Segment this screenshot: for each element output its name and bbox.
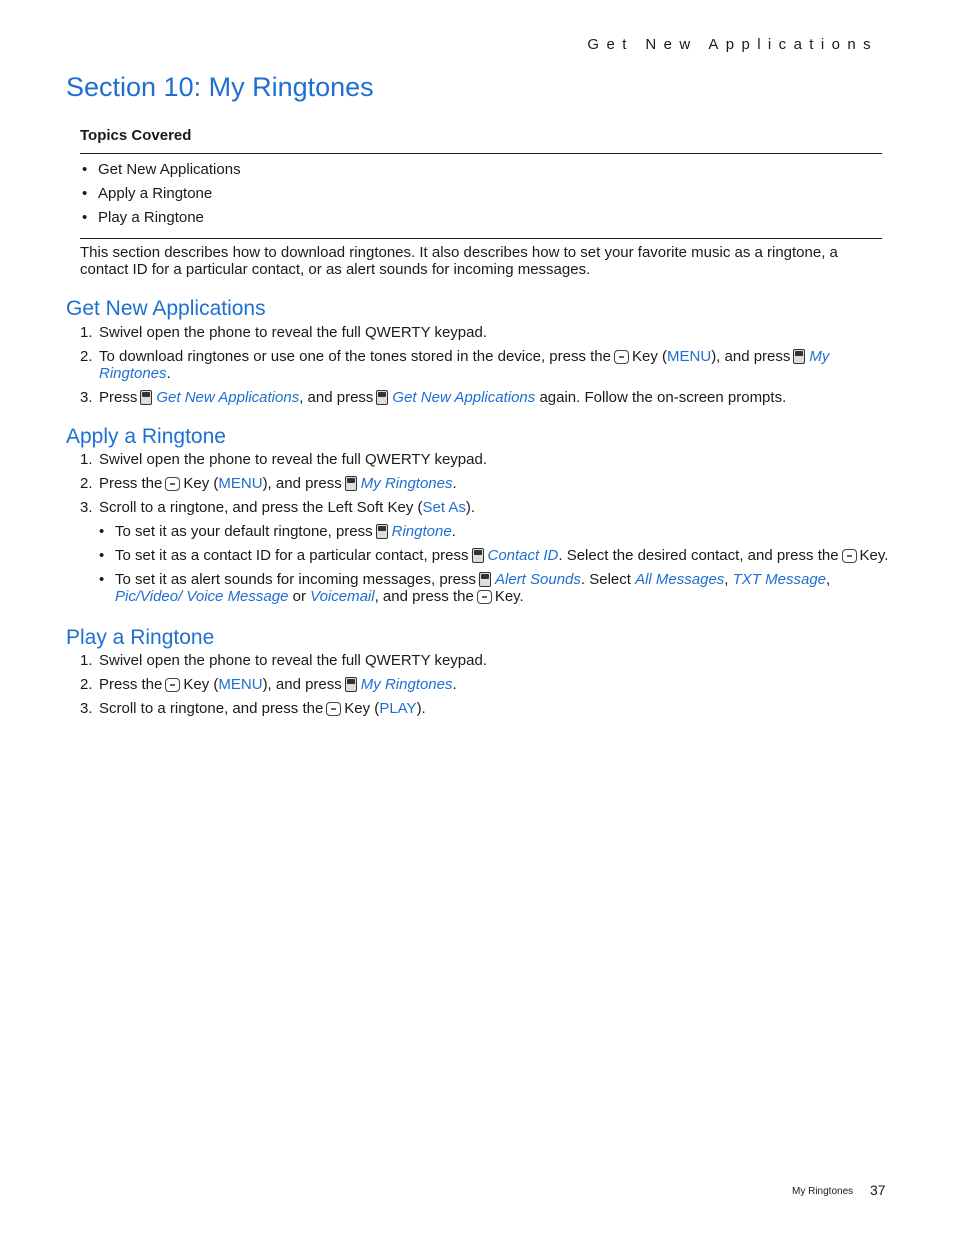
heading-apply-a-ringtone: Apply a Ringtone	[66, 425, 226, 448]
topic-item: • Get New Applications	[80, 158, 882, 182]
footer-label: My Ringtones	[792, 1186, 854, 1197]
punct: .	[452, 676, 457, 693]
step: 3. Scroll to a ringtone, and press the Left Soft Key (Set As). • To set it as your default ringtone, press Ringtone. • To set it as a contact ID for a particular contact, press Contact ID. Select the desired contact, and press the Key. • To set it as alert sounds for incoming messages, press Alert Sounds. Select All Messages, TXT Message, Pic/Video/ Voice Message or Voicemail, and press the Key.	[80, 499, 890, 605]
step-text: To set it as a contact ID for a particular contact, press	[115, 547, 469, 564]
menu-link-alert-sounds[interactable]: Alert Sounds	[495, 571, 581, 588]
step-text: Scroll to a ringtone, and press the	[99, 700, 324, 717]
menu-label: MENU	[218, 475, 263, 492]
step-text: To set it as your default ringtone, press	[115, 523, 373, 540]
softkey-label-set-as: Set As	[422, 499, 466, 516]
menu-label: MENU	[667, 348, 712, 365]
ok-key-icon	[165, 678, 180, 692]
apply-steps	[80, 451, 890, 612]
step-text: Swivel open the phone to reveal the full QWERTY keypad.	[99, 652, 488, 669]
ok-key-icon	[842, 549, 857, 563]
sub-bullet	[99, 523, 890, 540]
ok-key-icon	[165, 477, 180, 491]
play-steps	[80, 652, 890, 724]
menu-link-my-ringtones[interactable]: My Ringtones	[99, 348, 830, 382]
get-new-steps	[80, 324, 890, 413]
step: 1. Swivel open the phone to reveal the full QWERTY keypad.	[80, 652, 488, 669]
step-text: , and press	[299, 389, 374, 406]
ok-key-icon	[326, 702, 341, 716]
step-text: ).	[416, 700, 426, 717]
punct: ,	[826, 571, 831, 588]
step-text: Press the	[99, 676, 163, 693]
topics-label: Topics Covered	[80, 127, 882, 154]
section-title: Section 10: My Ringtones	[66, 72, 374, 102]
number-key-icon	[472, 548, 484, 563]
punct: .	[451, 523, 456, 540]
running-head: Get New Applications	[587, 36, 878, 53]
number-key-icon	[345, 476, 357, 491]
set-as-options	[99, 523, 890, 605]
number-key-icon	[479, 572, 491, 587]
step: 2. To download ringtones or use one of the tones stored in the device, press the Key (MENU), and press My Ringtones.	[80, 348, 830, 382]
step-text: Key.	[859, 547, 889, 564]
menu-link-my-ringtones[interactable]: My Ringtones	[360, 676, 453, 693]
number-key-icon	[793, 349, 805, 364]
sub-bullet	[99, 571, 890, 605]
step-text: Key (	[632, 348, 668, 365]
menu-link-ringtone[interactable]: Ringtone	[391, 523, 452, 540]
heading-play-a-ringtone: Play a Ringtone	[66, 626, 215, 649]
step-text: or	[288, 588, 311, 605]
punct: .	[166, 365, 171, 382]
topic-item: • Play a Ringtone	[80, 206, 882, 230]
step-text: To download ringtones or use one of the tones stored in the device, press the	[99, 348, 611, 365]
step: 2. Press the Key (MENU), and press My Ringtones.	[80, 475, 457, 492]
step-text: Swivel open the phone to reveal the full QWERTY keypad.	[99, 451, 488, 468]
ok-key-icon	[614, 350, 629, 364]
step-text: Key (	[344, 700, 380, 717]
step-text: ).	[465, 499, 476, 516]
step-text: Key (	[183, 475, 219, 492]
menu-link-voicemail[interactable]: Voicemail	[310, 588, 375, 605]
step-text: , and press the	[374, 588, 474, 605]
topics-covered	[80, 127, 882, 239]
menu-link-pic-video-voice-message[interactable]: Pic/Video/ Voice Message	[115, 588, 289, 605]
step-text: ), and press	[262, 475, 342, 492]
menu-link-contact-id[interactable]: Contact ID	[487, 547, 559, 564]
step-text: Swivel open the phone to reveal the full QWERTY keypad.	[99, 324, 488, 341]
menu-link-get-new-applications[interactable]: Get New Applications	[156, 389, 300, 406]
step: 3. Scroll to a ringtone, and press the Key (PLAY).	[80, 700, 426, 717]
step: 1. Swivel open the phone to reveal the full QWERTY keypad.	[80, 324, 488, 341]
step-text: Scroll to a ringtone, and press the Left Soft Key (	[99, 499, 423, 516]
softkey-label-play: PLAY	[379, 700, 417, 717]
step-text: again. Follow the on-screen prompts.	[535, 389, 787, 406]
punct: ,	[724, 571, 733, 588]
page-number: 37	[870, 1182, 886, 1198]
punct: .	[452, 475, 457, 492]
topic-item: • Apply a Ringtone	[80, 182, 882, 206]
number-key-icon	[140, 390, 152, 405]
step-text: ), and press	[262, 676, 342, 693]
topics-list	[80, 154, 882, 239]
menu-link-my-ringtones[interactable]: My Ringtones	[360, 475, 453, 492]
step: 2. Press the Key (MENU), and press My Ringtones.	[80, 676, 457, 693]
sub-bullet	[99, 547, 890, 564]
menu-link-get-new-applications-2[interactable]: Get New Applications	[392, 389, 536, 406]
step-text: . Select the desired contact, and press the	[558, 547, 839, 564]
step-text: Press	[99, 389, 138, 406]
step-text: . Select	[580, 571, 631, 588]
intro-paragraph: This section describes how to download ringtones. It also describes how to set your favorite music as a ringtone, a contact ID for a particular contact, or as alert sounds for incoming messages.	[80, 244, 838, 278]
number-key-icon	[376, 524, 388, 539]
step-text: To set it as alert sounds for incoming messages, press	[115, 571, 476, 588]
step-text: Key (	[183, 676, 219, 693]
menu-label: MENU	[218, 676, 263, 693]
step-text: Press the	[99, 475, 163, 492]
number-key-icon	[345, 677, 357, 692]
step-text: ), and press	[711, 348, 791, 365]
step: 1. Swivel open the phone to reveal the full QWERTY keypad.	[80, 451, 488, 468]
number-key-icon	[376, 390, 388, 405]
step: 3. Press Get New Applications, and press Get New Applications again. Follow the on-screen prompts.	[80, 389, 787, 406]
step-text: Key.	[494, 588, 524, 605]
heading-get-new-applications: Get New Applications	[66, 297, 266, 320]
ok-key-icon	[477, 590, 492, 604]
menu-link-all-messages[interactable]: All Messages	[635, 571, 725, 588]
menu-link-txt-message[interactable]: TXT Message	[732, 571, 827, 588]
